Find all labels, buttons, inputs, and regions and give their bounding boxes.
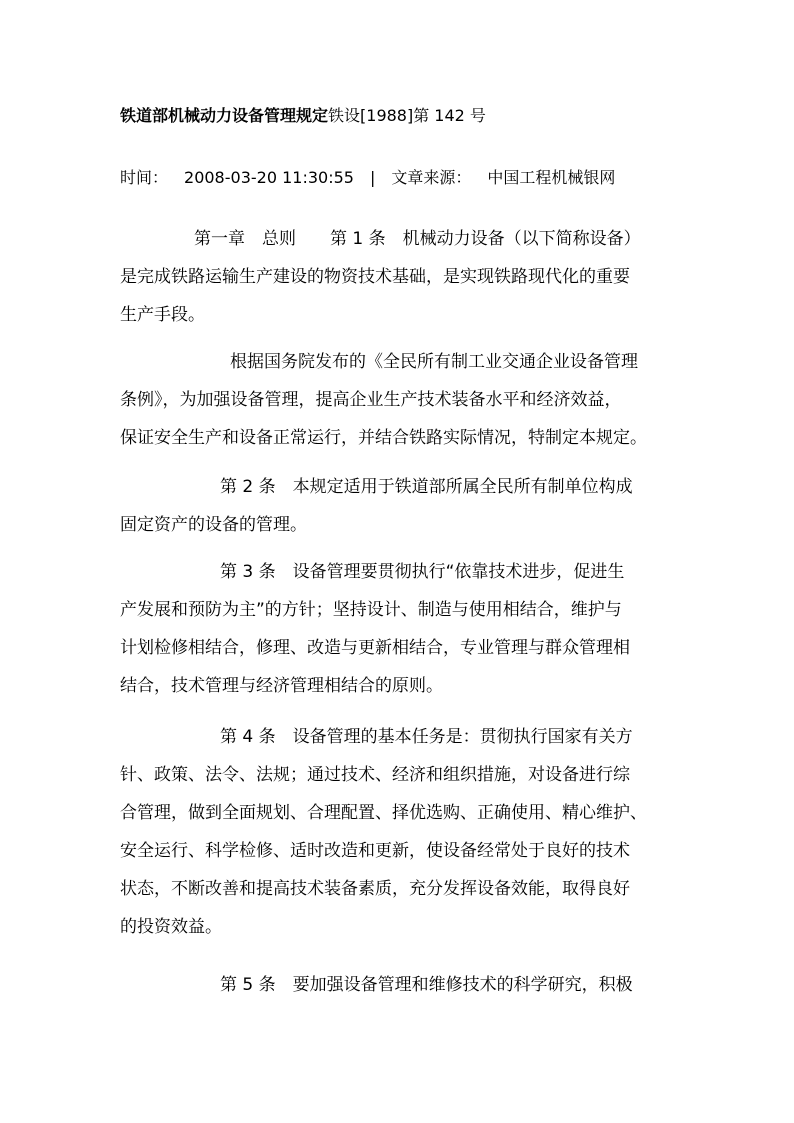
- paragraph-line: 第 5 条 要加强设备管理和维修技术的科学研究，积极: [220, 975, 633, 995]
- article-meta: [120, 166, 615, 190]
- paragraph-line: 计划检修相结合，修理、改造与更新相结合，专业管理与群众管理相: [120, 638, 630, 658]
- paragraph-line: 产发展和预防为主”的方针；坚持设计、制造与使用相结合，维护与: [120, 600, 622, 620]
- paragraph-line: 状态，不断改善和提高技术装备素质，充分发挥设备效能，取得良好: [120, 879, 630, 899]
- paragraph-line: 第 2 条 本规定适用于铁道部所属全民所有制单位构成: [220, 477, 633, 497]
- time-label: 时间：: [120, 168, 169, 187]
- paragraph-line: 的投资效益。: [120, 917, 222, 937]
- meta-separator: |: [369, 168, 376, 187]
- paragraph-line: 是完成铁路运输生产建设的物资技术基础，是实现铁路现代化的重要: [120, 267, 630, 287]
- paragraph-line: 生产手段。: [120, 305, 205, 325]
- source-value: 中国工程机械银网: [487, 168, 616, 187]
- paragraph-line: 合管理，做到全面规划、合理配置、择优选购、正确使用、精心维护、: [120, 803, 647, 823]
- paragraph-line: 第 3 条 设备管理要贯彻执行“依靠技术进步，促进生: [220, 562, 625, 582]
- paragraph-line: 根据国务院发布的《全民所有制工业交通企业设备管理: [230, 352, 638, 372]
- time-value: 2008-03-20 11:30:55: [184, 168, 354, 187]
- paragraph-basis: [120, 343, 680, 457]
- paragraph-line: 结合，技术管理与经济管理相结合的原则。: [120, 676, 443, 696]
- paragraph-article-2: [120, 468, 680, 544]
- paragraph-article-3: [120, 553, 680, 705]
- paragraph-line: 保证安全生产和设备正常运行，并结合铁路实际情况，特制定本规定。: [120, 428, 647, 448]
- title-doc-number: 铁设[1988]第 142 号: [328, 106, 486, 125]
- paragraph-line: 第一章 总则 第 1 条 机械动力设备（以下简称设备）: [194, 229, 641, 249]
- source-label: 文章来源：: [391, 168, 472, 187]
- paragraph-article-5: [120, 966, 680, 1004]
- paragraph-article-4: [120, 718, 680, 946]
- paragraph-line: 条例》，为加强设备管理，提高企业生产技术装备水平和经济效益，: [120, 390, 622, 410]
- paragraph-line: 第 4 条 设备管理的基本任务是：贯彻执行国家有关方: [220, 727, 633, 747]
- title-main: 铁道部机械动力设备管理规定: [120, 106, 329, 125]
- paragraph-line: 固定资产的设备的管理。: [120, 515, 307, 535]
- paragraph-article-1: [120, 220, 680, 334]
- document-title: [120, 104, 486, 128]
- paragraph-line: 安全运行、科学检修、适时改造和更新，使设备经常处于良好的技术: [120, 841, 630, 861]
- paragraph-line: 针、政策、法令、法规；通过技术、经济和组织措施，对设备进行综: [120, 765, 630, 785]
